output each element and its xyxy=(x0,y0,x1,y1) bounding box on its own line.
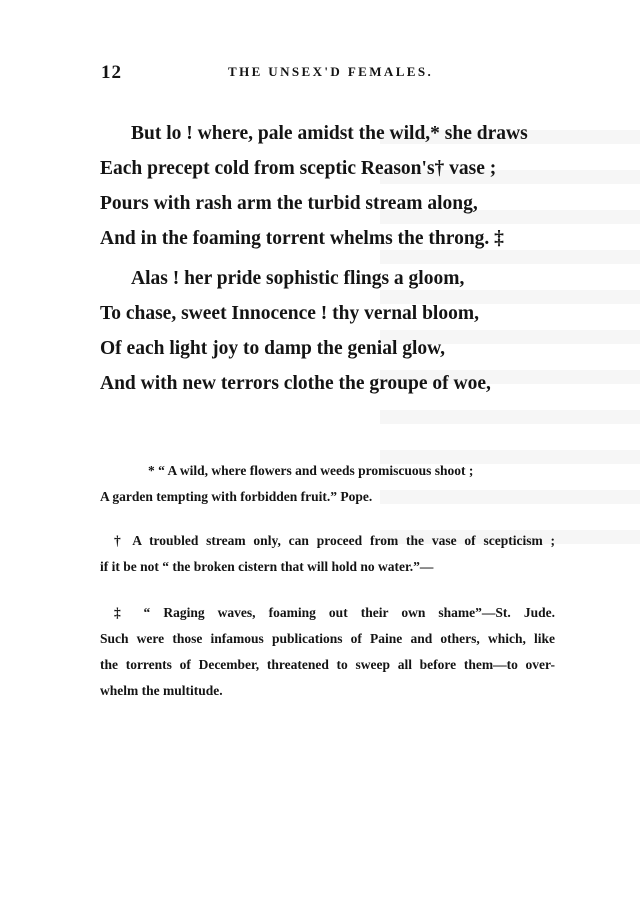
footnote-line: the torrents of December, threatened to sweep all before them—to over- xyxy=(100,657,555,672)
footnote-line: † A troubled stream only, can proceed from the vase of scepticism ; xyxy=(114,533,555,548)
footnote-1 xyxy=(100,458,555,510)
verse-line: And in the foaming torrent whelms the throng. ‡ xyxy=(100,228,504,249)
verse-line: Of each light joy to damp the genial glow, xyxy=(100,338,446,359)
verse-line: But lo ! where, pale amidst the wild,* she draws xyxy=(131,123,528,144)
footnote-line: ‡ “ Raging waves, foaming out their own shame”—St. Jude. xyxy=(114,605,555,620)
footnote-3 xyxy=(100,600,555,704)
footnote-line: whelm the multitude. xyxy=(100,683,223,698)
footnotes xyxy=(100,458,555,704)
footnote-2 xyxy=(100,528,555,580)
footnote-line: Such were those infamous publications of Paine and others, which, like xyxy=(100,631,555,646)
verse-line: Each precept cold from sceptic Reason's† vase ; xyxy=(100,158,497,179)
verse-line: To chase, sweet Innocence ! thy vernal bloom, xyxy=(100,303,479,324)
footnote-line: * “ A wild, where flowers and weeds promiscuous shoot ; xyxy=(148,463,474,478)
verse-line: And with new terrors clothe the groupe of woe, xyxy=(100,373,491,394)
verse-line: Pours with rash arm the turbid stream along, xyxy=(100,193,478,214)
verse-line: Alas ! her pride sophistic flings a gloom, xyxy=(131,268,465,289)
running-title: THE UNSEX'D FEMALES. xyxy=(228,64,434,79)
page-number: 12 xyxy=(101,62,122,83)
verse-block xyxy=(100,116,560,401)
page-header xyxy=(101,62,542,86)
footnote-line: A garden tempting with forbidden fruit.” Pope. xyxy=(100,489,373,504)
footnote-line: if it be not “ the broken cistern that will hold no water.”— xyxy=(100,559,434,574)
